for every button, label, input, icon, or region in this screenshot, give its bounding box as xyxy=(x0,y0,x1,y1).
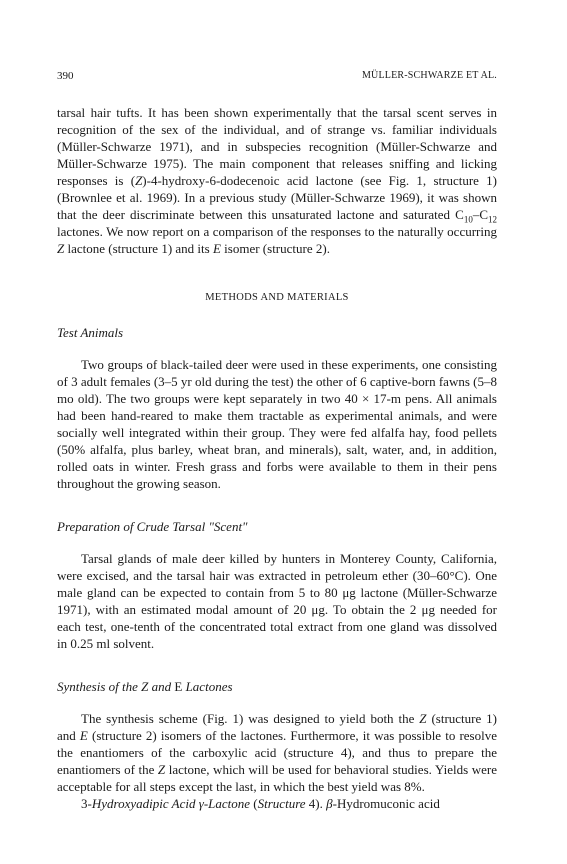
synthesis-paragraph xyxy=(57,710,497,795)
intro-e: E xyxy=(212,241,221,256)
synthesis-text-2: (structure 1) and xyxy=(57,711,497,743)
intro-sub-10: 10 xyxy=(463,214,473,225)
subheading-synthesis xyxy=(57,678,497,695)
synthesis-heading-z: Z xyxy=(141,679,149,694)
synthesis-e: E xyxy=(79,728,88,743)
intro-text-3: lactones. We now report on a comparison of the responses to the naturally occurring xyxy=(57,224,497,239)
test-animals-paragraph: Two groups of black-tailed deer were used in these experiments, one consisting of 3 adult females (3–5 yr old during the test) the other of 6 captive-born fawns (5–8 mo old). The two groups were kept separately in two 40 × 17-m pens. All animals had been hand-reared to make them tractable as experimental animals, and were socially well integrated within their group. They were fed alfalfa hay, food pellets (50% alfalfa, plus barley, wheat bran, and minerals), salt, water, and, in addition, rolled oats in winter. Fresh grass and forbs were available to them in their pens throughout the growing season. xyxy=(57,357,497,491)
last-line-b: Hydroxyadipic Acid γ-Lactone xyxy=(91,796,251,811)
synthesis-heading-b: and xyxy=(148,679,175,694)
intro-text-2: )-4-hydroxy-6-dodecenoic acid lactone (see Fig. 1, structure 1) (Brownlee et al. 1969). In a previous study (Müller-Schwarze 1969), it was shown that the deer discriminate between this unsaturated lactone and saturated C xyxy=(57,173,498,222)
last-line-e: 4). xyxy=(305,796,327,811)
last-line-c: ( xyxy=(250,796,258,811)
preparation-paragraph: Tarsal glands of male deer killed by hunters in Monterey County, California, were excised, and the tarsal hair was extracted in petroleum ether (30–60°C). One male gland can be expected to contain from 5 to 80 μg lactone (Müller-Schwarze 1971), with an estimated modal amount of 20 μg. To obtain the 2 μg needed for each test, one-tenth of the concentrated total extract from one gland was dissolved in 0.25 ml solvent. xyxy=(57,551,497,651)
intro-text-5: isomer (structure 2). xyxy=(220,241,330,256)
subheading-test-animals: Test Animals xyxy=(57,325,124,340)
intro-z: Z xyxy=(135,173,143,188)
synthesis-heading-a: Synthesis of the xyxy=(57,679,142,694)
intro-z-2: Z xyxy=(57,241,65,256)
page-number: 390 xyxy=(57,70,74,82)
last-line-a: 3- xyxy=(81,796,92,811)
running-head: MÜLLER-SCHWARZE ET AL. xyxy=(361,70,497,81)
last-line-f: β xyxy=(326,796,333,811)
synthesis-text-3: (structure 2) isomers of the lactones. Furthermore, it was possible to resolve the enantiomers of the carboxylic acid (structure 4), and thus to prepare the enantiomers of the xyxy=(57,728,497,777)
intro-sub-12: 12 xyxy=(488,214,497,225)
body-text xyxy=(57,104,497,812)
intro-paragraph xyxy=(57,104,497,257)
intro-text-1: tarsal hair tufts. It has been shown experimentally that the tarsal scent serves in recognition of the sex of the individual, and of strange vs. familiar individuals (Müller-Schwarze 1971), and in subspecies recognition (Müller-Schwarze and Müller-Schwarze 1975). The main component that releases sniffing and licking responses is ( xyxy=(57,105,497,188)
last-line-d: Structure xyxy=(257,796,306,811)
synthesis-z: Z xyxy=(419,711,427,726)
intro-dash-c: –C xyxy=(472,207,488,222)
synthesis-text-4: lactone, which will be used for behavioral studies. Yields were acceptable for all steps except the last, in which the best yield was 8%. xyxy=(57,762,497,794)
section-title: METHODS AND MATERIALS xyxy=(205,292,349,303)
last-line xyxy=(57,795,497,812)
subheading-preparation: Preparation of Crude Tarsal "Scent" xyxy=(57,519,248,534)
synthesis-heading-e: E xyxy=(174,679,183,694)
intro-text-4: lactone (structure 1) and its xyxy=(64,241,213,256)
last-line-g: -Hydromuconic acid xyxy=(332,796,440,811)
page-header xyxy=(57,70,497,82)
synthesis-z-2: Z xyxy=(157,762,166,777)
synthesis-text-1: The synthesis scheme (Fig. 1) was designed to yield both the xyxy=(81,711,420,726)
synthesis-heading-c: Lactones xyxy=(182,679,233,694)
